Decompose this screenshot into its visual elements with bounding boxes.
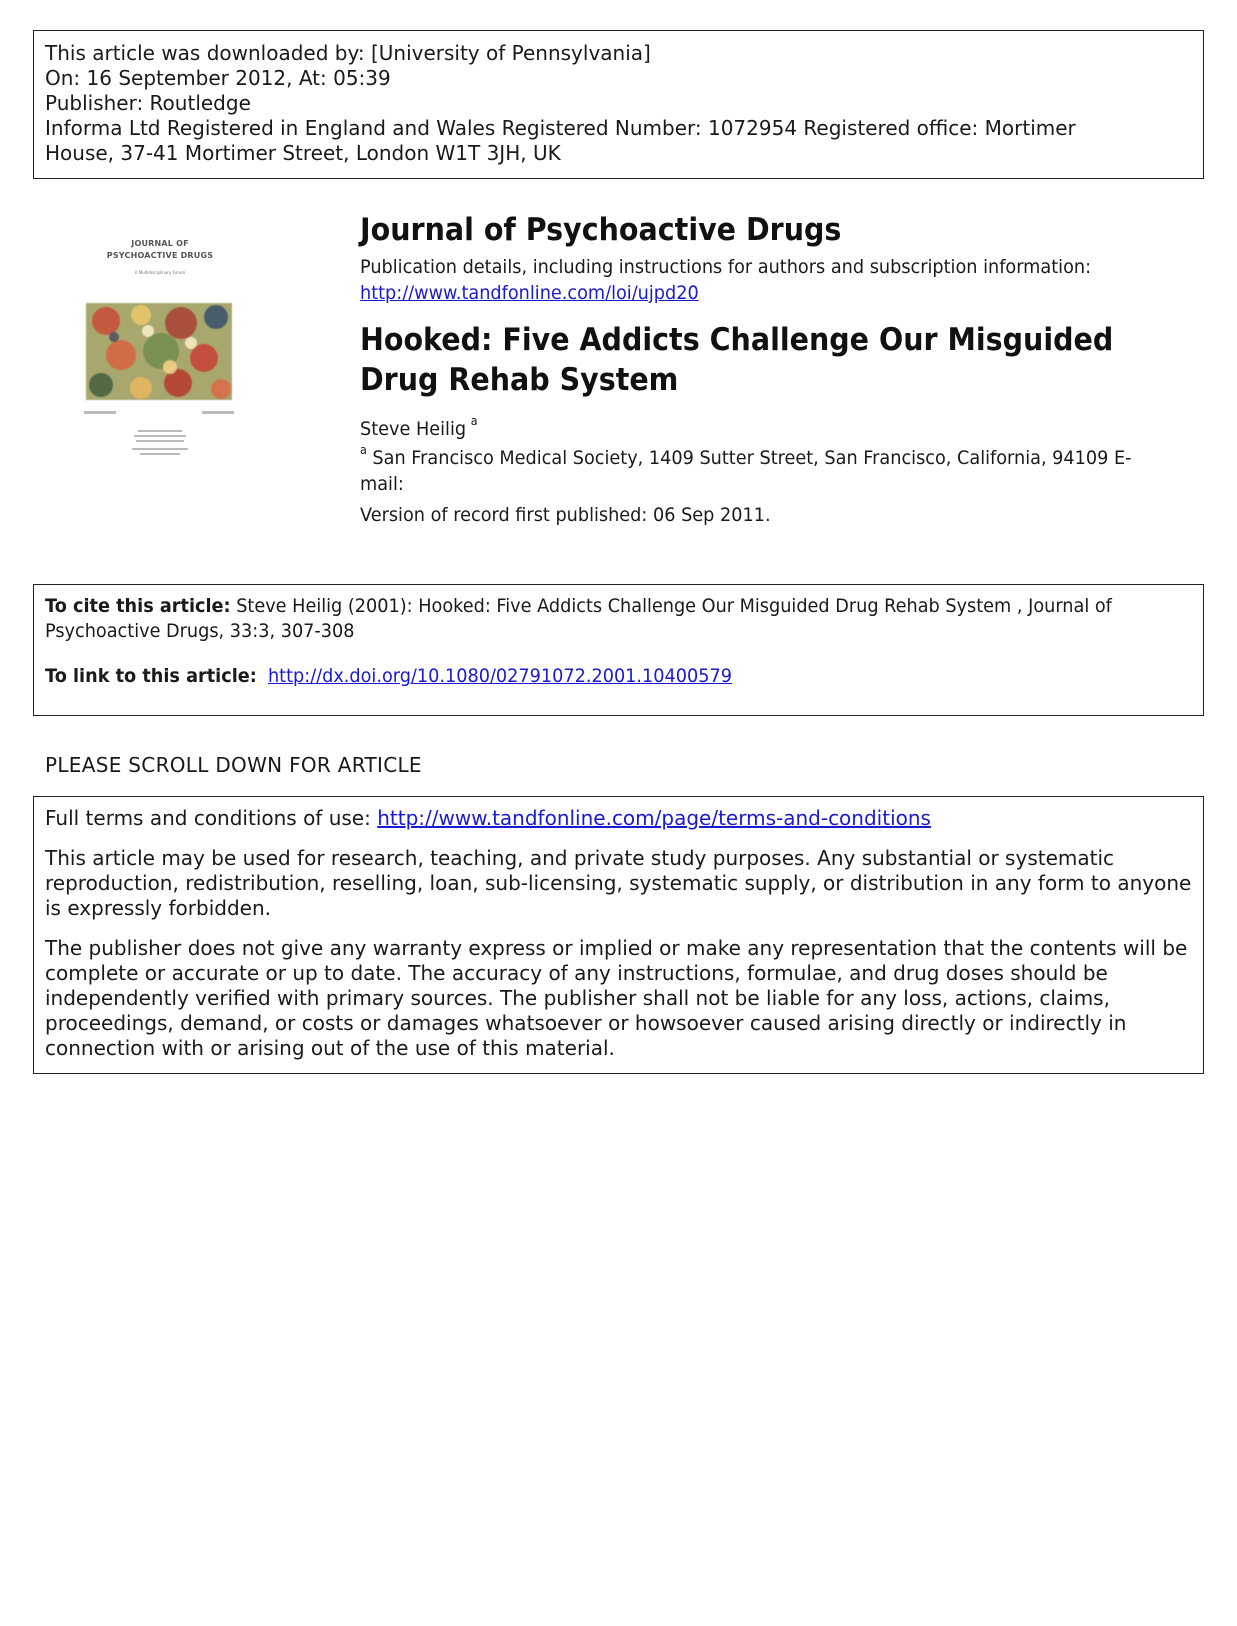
- scroll-down-note: PLEASE SCROLL DOWN FOR ARTICLE: [45, 753, 422, 777]
- terms-box: [33, 796, 1204, 1074]
- journal-link[interactable]: http://www.tandfonline.com/loi/ujpd20: [360, 282, 699, 304]
- download-line-publisher: Publisher: Routledge: [45, 91, 251, 115]
- citation-text: [45, 594, 1124, 644]
- cite-label: To cite this article:: [45, 595, 231, 617]
- download-line-university: This article was downloaded by: [University of Pennsylvania]: [45, 41, 651, 65]
- doi-link[interactable]: http://dx.doi.org/10.1080/02791072.2001.10400579: [267, 665, 732, 687]
- cover-editor-line1: [138, 430, 182, 432]
- journal-title: Journal of Psychoactive Drugs: [360, 212, 842, 248]
- download-line-registration: Informa Ltd Registered in England and Wales Registered Number: 1072954 Registered office: Mortimer: [45, 116, 1076, 140]
- cover-footer-left-text: [84, 411, 116, 414]
- author-name: Steve Heilig: [360, 418, 467, 440]
- cover-editor-line3: [136, 440, 184, 442]
- article-title: Hooked: Five Addicts Challenge Our Misguided Drug Rehab System: [360, 322, 1114, 398]
- affiliation-text: San Francisco Medical Society, 1409 Sutter Street, San Francisco, California, 94109 E-mail:: [360, 447, 1132, 495]
- journal-cover-image: [80, 228, 240, 493]
- author-affiliation-marker: a: [470, 414, 478, 428]
- download-line-date: On: 16 September 2012, At: 05:39: [45, 66, 391, 90]
- citation-box: [33, 584, 1204, 716]
- cover-footer-right-text: [202, 411, 234, 414]
- cover-publisher-line2: [140, 453, 180, 455]
- terms-label: Full terms and conditions of use:: [45, 806, 378, 830]
- article-metadata: [360, 210, 1180, 526]
- cover-artwork-image: [86, 303, 232, 400]
- terms-disclaimer-paragraph: The publisher does not give any warranty express or implied or make any representation that the contents will be complete or accurate or up to date. The accuracy of any instructions, formulae, and drug doses should be independently verified with primary sources. The publisher shall not be liable for any loss, actions, claims, proceedings, demand, or costs or damages whatsoever or howsoever caused arising directly or indirectly in connection with or arising out of the use of this material.: [45, 936, 1188, 1060]
- article-link-line: [45, 664, 732, 689]
- author-affiliation: [360, 437, 1160, 497]
- cover-subtitle: A Multidisciplinary Forum: [134, 270, 186, 275]
- version-of-record: Version of record first published: 06 Sep 2011.: [360, 504, 771, 526]
- terms-link[interactable]: http://www.tandfonline.com/page/terms-and-conditions: [377, 806, 931, 830]
- publication-details: Publication details, including instructions for authors and subscription information:: [360, 256, 1092, 278]
- cover-editor-line2: [134, 435, 186, 437]
- cover-publisher-line1: [132, 448, 188, 450]
- download-line-address: House, 37-41 Mortimer Street, London W1T 3JH, UK: [45, 141, 561, 165]
- cover-title-line1: JOURNAL OF: [131, 239, 189, 248]
- download-notice-box: [33, 30, 1204, 179]
- cover-title-line2: PSYCHOACTIVE DRUGS: [106, 251, 214, 260]
- affiliation-marker: a: [360, 443, 367, 457]
- terms-line: [45, 806, 1192, 831]
- terms-usage-paragraph: This article may be used for research, teaching, and private study purposes. Any substantial or systematic reproduction, redistribution, reselling, loan, sub-licensing, systematic supply, or distribution in any form to anyone is expressly forbidden.: [45, 846, 1192, 920]
- cite-reference: Steve Heilig (2001): Hooked: Five Addicts Challenge Our Misguided Drug Rehab System , Journal of Psychoactive Drugs, 33:3, 307-308: [45, 595, 1112, 642]
- link-label: To link to this article:: [45, 665, 257, 687]
